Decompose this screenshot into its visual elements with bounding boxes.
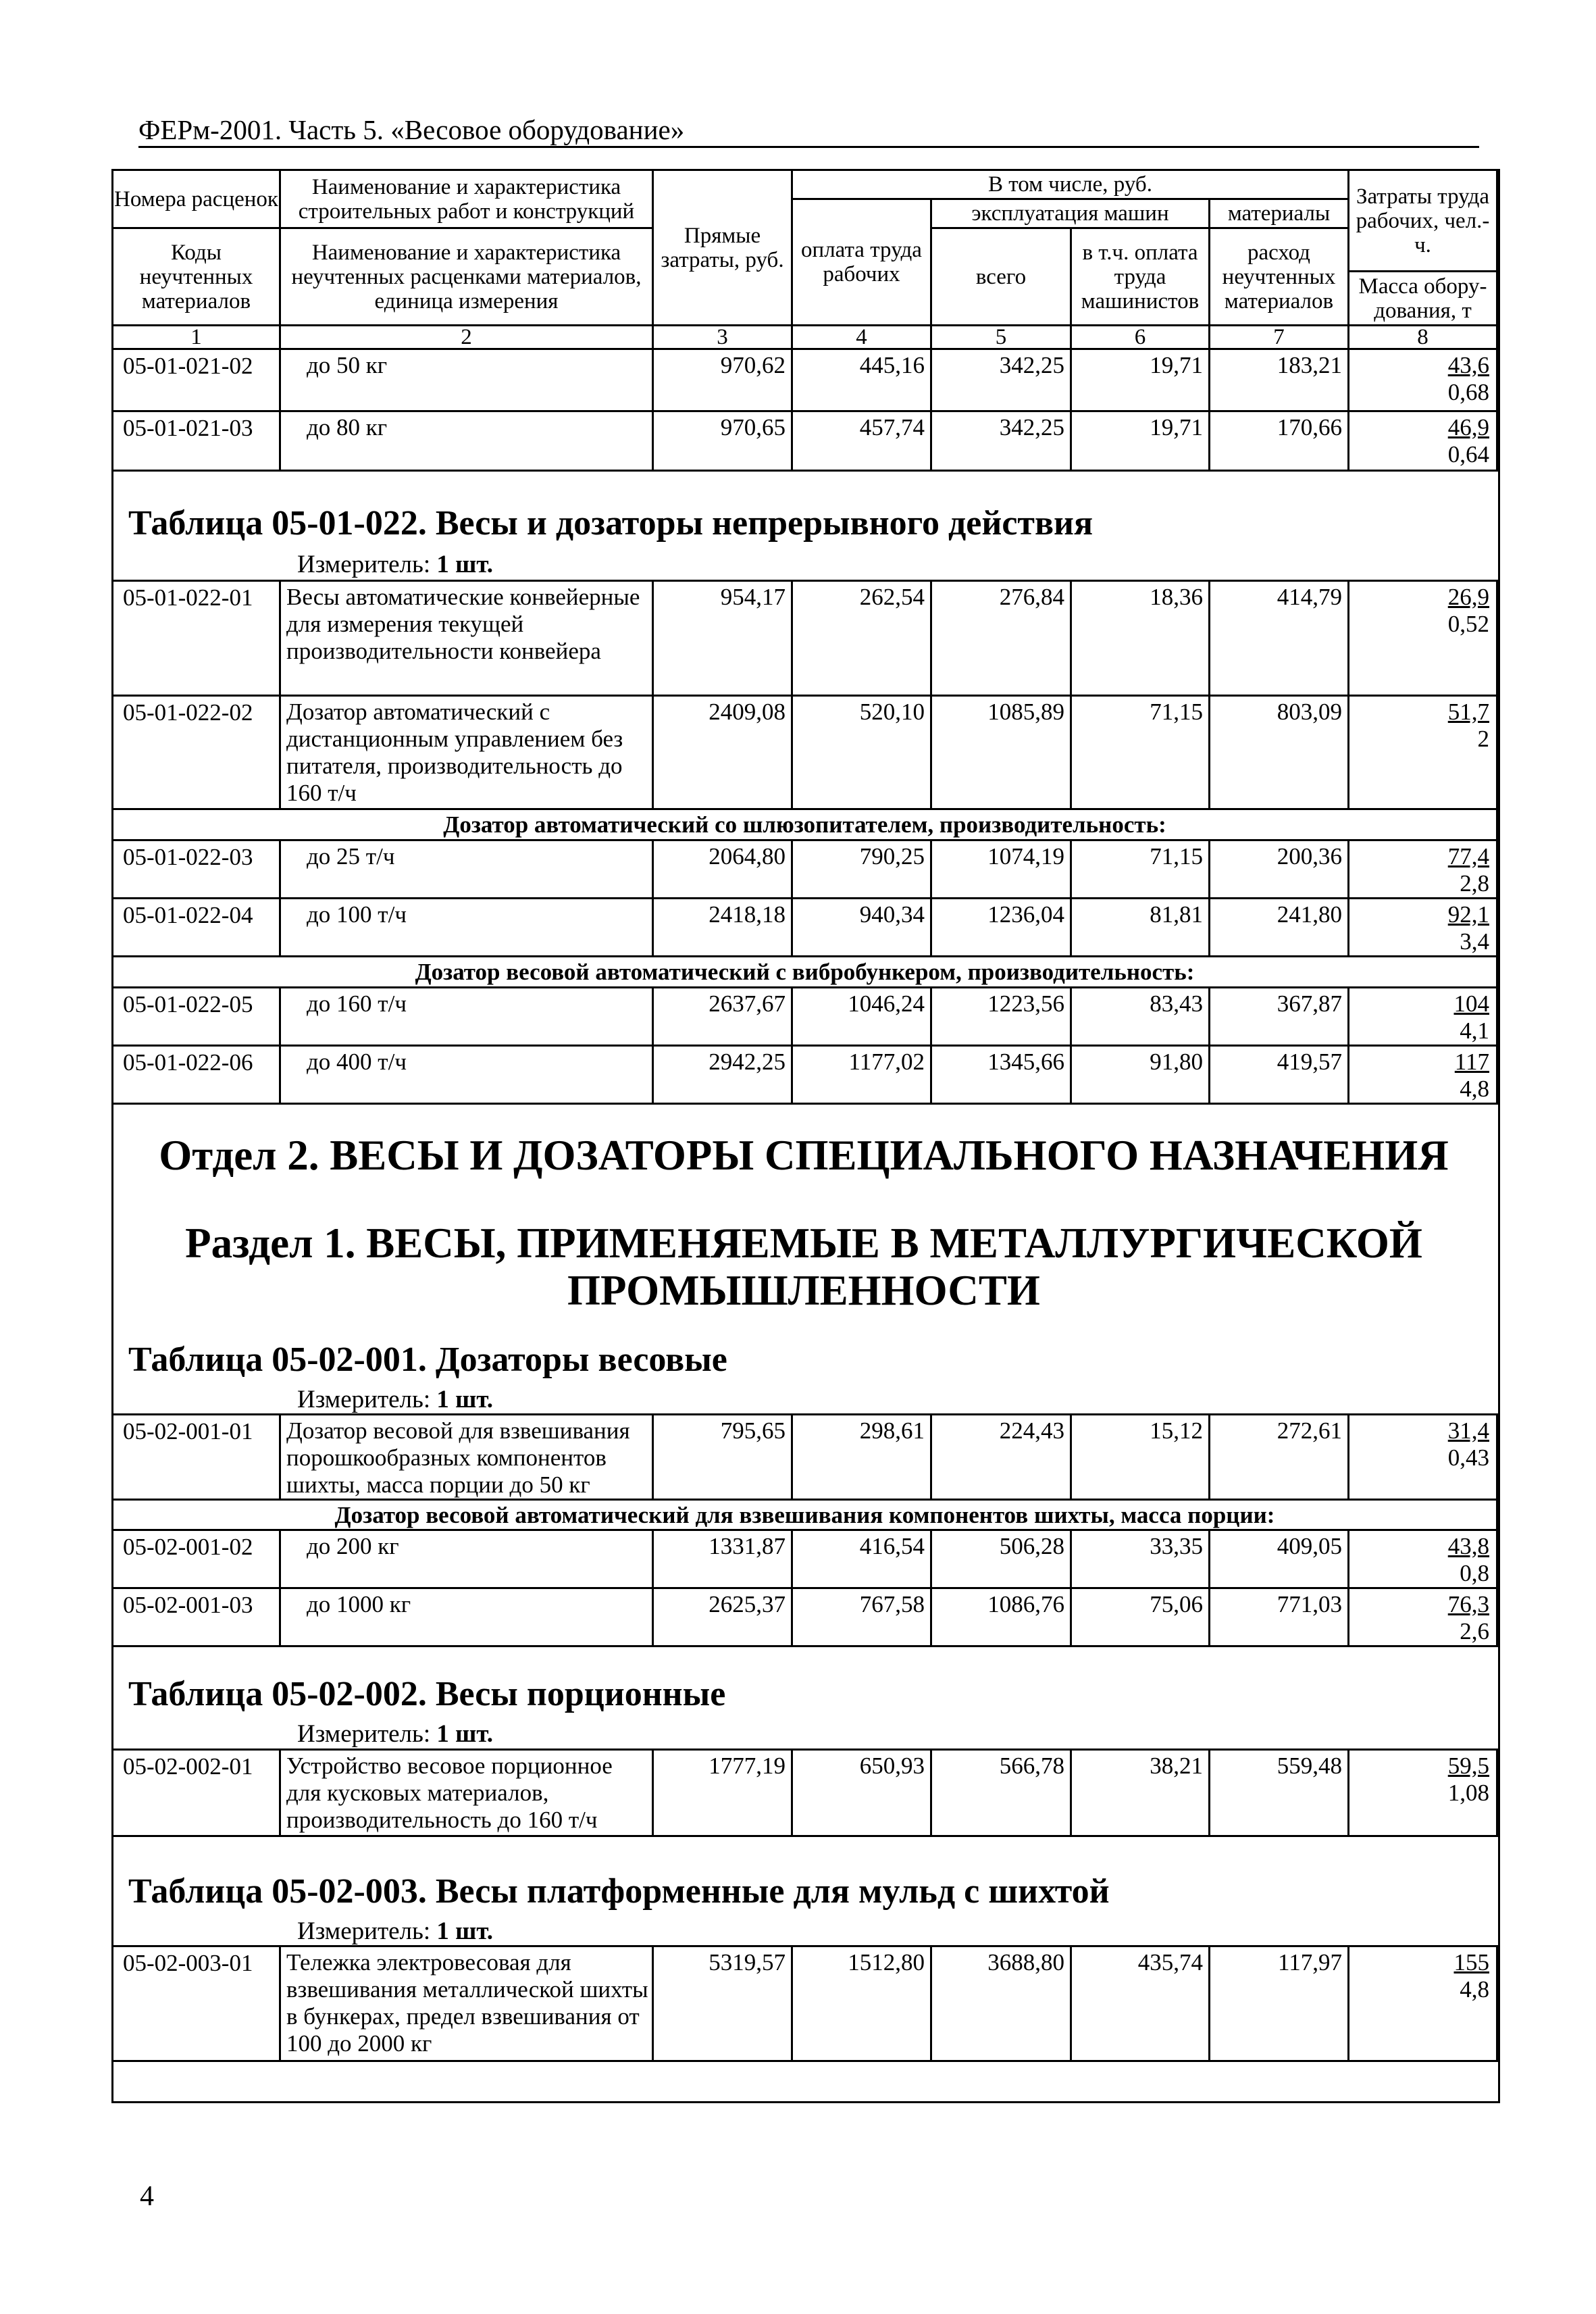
measure-value: 1 шт. (436, 551, 494, 578)
labor-and-mass (1349, 1588, 1497, 1646)
labor-and-mass (1349, 581, 1497, 696)
table-title-05-02-002: Таблица 05-02-002. Весы порционные (128, 1675, 726, 1713)
direct-costs: 2064,80 (653, 840, 792, 899)
machines-total: 224,43 (931, 1415, 1071, 1500)
colnum: 4 (792, 326, 931, 349)
rate-name: Тележка электровесовая для взвешивания металлической шихты в бункерах, предел взвешивания от 100 до 2000 кг (280, 1946, 653, 2061)
colnum: 3 (653, 326, 792, 349)
table-row (113, 1750, 1497, 1836)
table-title-05-02-001: Таблица 05-02-001. Дозаторы весовые (128, 1340, 727, 1379)
labor-hours: 104 (1453, 990, 1489, 1017)
equipment-mass: 0,64 (1447, 441, 1489, 468)
table-row (113, 840, 1497, 899)
labor-and-mass (1349, 899, 1497, 957)
equipment-mass: 0,8 (1460, 1560, 1489, 1586)
equipment-mass: 4,8 (1460, 1976, 1489, 2003)
machines-total: 342,25 (931, 349, 1071, 411)
materials-cost: 803,09 (1210, 696, 1349, 809)
rate-code: 05-01-022-05 (113, 988, 280, 1046)
subheading: Дозатор весовой автоматический для взвешивания компонентов шихты, масса порции: (113, 1500, 1497, 1530)
colnum: 5 (931, 326, 1071, 349)
rate-code: 05-01-021-02 (113, 349, 280, 411)
operator-wages: 91,80 (1071, 1046, 1210, 1104)
operator-wages: 19,71 (1071, 411, 1210, 471)
labor-and-mass (1349, 696, 1497, 809)
header-rate-numbers: Номера расценок (113, 170, 280, 228)
rate-code: 05-02-001-03 (113, 1588, 280, 1646)
table-row (113, 411, 1497, 471)
rate-code: 05-01-022-04 (113, 899, 280, 957)
rate-name: до 25 т/ч (280, 840, 653, 899)
machines-total: 1074,19 (931, 840, 1071, 899)
worker-wages: 520,10 (792, 696, 931, 809)
subheading-row (113, 957, 1497, 988)
worker-wages: 416,54 (792, 1530, 931, 1588)
materials-cost: 241,80 (1210, 899, 1349, 957)
direct-costs: 2409,08 (653, 696, 792, 809)
operator-wages: 19,71 (1071, 349, 1210, 411)
operator-wages: 18,36 (1071, 581, 1210, 696)
rate-code: 05-02-003-01 (113, 1946, 280, 2061)
materials-cost: 183,21 (1210, 349, 1349, 411)
equipment-mass: 0,52 (1447, 611, 1489, 637)
table-row (113, 899, 1497, 957)
table-row (113, 1946, 1497, 2061)
materials-cost: 367,87 (1210, 988, 1349, 1046)
rate-code: 05-01-022-03 (113, 840, 280, 899)
table-title-05-01-022: Таблица 05-01-022. Весы и дозаторы непрерывного действия (128, 504, 1093, 543)
labor-and-mass (1349, 1946, 1497, 2061)
materials-cost: 170,66 (1210, 411, 1349, 471)
machines-total: 342,25 (931, 411, 1071, 471)
labor-hours: 76,3 (1447, 1591, 1489, 1617)
header-unaccounted-codes: Коды неучтенных материалов (113, 228, 280, 326)
labor-and-mass (1349, 349, 1497, 411)
worker-wages: 445,16 (792, 349, 931, 411)
header-operator-wages: в т.ч. оплата труда машинистов (1071, 228, 1210, 326)
worker-wages: 262,54 (792, 581, 931, 696)
rate-name: до 400 т/ч (280, 1046, 653, 1104)
machines-total: 1085,89 (931, 696, 1071, 809)
labor-hours: 77,4 (1447, 843, 1489, 870)
table-05-02-002 (111, 1749, 1498, 1837)
measure-label: Измеритель: (297, 551, 431, 578)
machines-total: 1086,76 (931, 1588, 1071, 1646)
table-05-01-021-rows (111, 348, 1498, 472)
operator-wages: 71,15 (1071, 696, 1210, 809)
measure-unit (297, 1719, 493, 1749)
direct-costs: 970,62 (653, 349, 792, 411)
materials-cost: 200,36 (1210, 840, 1349, 899)
labor-hours: 46,9 (1447, 414, 1489, 441)
labor-hours: 43,6 (1447, 352, 1489, 378)
rate-name: Устройство весовое порционное для кусковых материалов, производительность до 160 т/ч (280, 1750, 653, 1836)
operator-wages: 81,81 (1071, 899, 1210, 957)
measure-label: Измеритель: (297, 1386, 431, 1413)
table-row (113, 1415, 1497, 1500)
machines-total: 276,84 (931, 581, 1071, 696)
machines-total: 1345,66 (931, 1046, 1071, 1104)
labor-hours: 31,4 (1447, 1417, 1489, 1444)
table-row (113, 581, 1497, 696)
table-row (113, 1046, 1497, 1104)
rate-name: до 80 кг (280, 411, 653, 471)
materials-cost: 409,05 (1210, 1530, 1349, 1588)
header-work-name: Наименование и характеристика строительных работ и конструкций (280, 170, 653, 228)
operator-wages: 15,12 (1071, 1415, 1210, 1500)
rate-name: Дозатор автоматический с дистанционным управлением без питателя, производительность до 160 т/ч (280, 696, 653, 809)
table-row (113, 1588, 1497, 1646)
equipment-mass: 0,43 (1447, 1444, 1489, 1471)
page-number: 4 (140, 2181, 154, 2212)
equipment-mass: 0,68 (1447, 379, 1489, 405)
header-machines: эксплуатация машин (931, 199, 1210, 228)
header-direct-costs: Прямые затраты, руб. (653, 170, 792, 326)
colnum: 7 (1210, 326, 1349, 349)
measure-value: 1 шт. (436, 1386, 494, 1413)
worker-wages: 940,34 (792, 899, 931, 957)
header-materials: материалы (1210, 199, 1349, 228)
operator-wages: 71,15 (1071, 840, 1210, 899)
table-05-01-022 (111, 580, 1498, 1105)
column-header (111, 169, 1498, 350)
measure-unit (297, 550, 493, 579)
direct-costs: 1777,19 (653, 1750, 792, 1836)
header-worker-wages: оплата труда рабочих (792, 199, 931, 326)
machines-total: 1223,56 (931, 988, 1071, 1046)
labor-and-mass (1349, 840, 1497, 899)
labor-and-mass (1349, 1530, 1497, 1588)
labor-and-mass (1349, 1415, 1497, 1500)
labor-hours: 117 (1454, 1049, 1489, 1075)
subheading-row (113, 1500, 1497, 1530)
operator-wages: 33,35 (1071, 1530, 1210, 1588)
table-row (113, 696, 1497, 809)
table-row (113, 1530, 1497, 1588)
materials-cost: 117,97 (1210, 1946, 1349, 2061)
operator-wages: 75,06 (1071, 1588, 1210, 1646)
rate-name: до 50 кг (280, 349, 653, 411)
section-title-line-2: ПРОМЫШЛЕННОСТИ (567, 1267, 1040, 1314)
rate-name: до 160 т/ч (280, 988, 653, 1046)
direct-costs: 2625,37 (653, 1588, 792, 1646)
labor-and-mass (1349, 1046, 1497, 1104)
header-machines-total: всего (931, 228, 1071, 326)
division-title: Отдел 2. ВЕСЫ И ДОЗАТОРЫ СПЕЦИАЛЬНОГО НАЗНАЧЕНИЯ (159, 1132, 1449, 1179)
labor-and-mass (1349, 1750, 1497, 1836)
rate-code: 05-02-001-01 (113, 1415, 280, 1500)
materials-cost: 771,03 (1210, 1588, 1349, 1646)
equipment-mass: 4,8 (1460, 1076, 1489, 1102)
operator-wages: 38,21 (1071, 1750, 1210, 1836)
materials-cost: 559,48 (1210, 1750, 1349, 1836)
equipment-mass: 2,8 (1460, 870, 1489, 897)
machines-total: 506,28 (931, 1530, 1071, 1588)
direct-costs: 954,17 (653, 581, 792, 696)
section-title-line-1: Раздел 1. ВЕСЫ, ПРИМЕНЯЕМЫЕ В МЕТАЛЛУРГИЧЕСКОЙ (185, 1219, 1422, 1267)
rate-code: 05-01-022-01 (113, 581, 280, 696)
header-materials-unaccounted: расход неучтенных материалов (1210, 228, 1349, 326)
labor-and-mass (1349, 988, 1497, 1046)
header-rule (138, 146, 1479, 148)
table-row (113, 349, 1497, 411)
materials-cost: 419,57 (1210, 1046, 1349, 1104)
labor-hours: 92,1 (1447, 901, 1489, 928)
worker-wages: 767,58 (792, 1588, 931, 1646)
table-row (113, 988, 1497, 1046)
rate-name: Дозатор весовой для взвешивания порошкообразных компонентов шихты, масса порции до 50 кг (280, 1415, 653, 1500)
direct-costs: 2637,67 (653, 988, 792, 1046)
rate-name: до 100 т/ч (280, 899, 653, 957)
worker-wages: 1177,02 (792, 1046, 931, 1104)
colnum: 1 (113, 326, 280, 349)
operator-wages: 435,74 (1071, 1946, 1210, 2061)
measure-value: 1 шт. (436, 1720, 494, 1748)
worker-wages: 650,93 (792, 1750, 931, 1836)
header-equipment-mass: Масса обору-дования, т (1349, 272, 1497, 326)
rate-code: 05-01-022-06 (113, 1046, 280, 1104)
colnum: 6 (1071, 326, 1210, 349)
rate-code: 05-01-022-02 (113, 696, 280, 809)
table-05-02-003 (111, 1945, 1498, 2062)
measure-unit (297, 1385, 493, 1414)
rate-name: до 1000 кг (280, 1588, 653, 1646)
equipment-mass: 2 (1477, 726, 1489, 752)
direct-costs: 5319,57 (653, 1946, 792, 2061)
measure-unit (297, 1917, 493, 1946)
machines-total: 3688,80 (931, 1946, 1071, 2061)
table-05-02-001 (111, 1413, 1498, 1647)
machines-total: 566,78 (931, 1750, 1071, 1836)
labor-hours: 155 (1453, 1949, 1489, 1976)
colnum: 2 (280, 326, 653, 349)
header-unaccounted-name: Наименование и характеристика неучтенных расценками материалов, единица измерения (280, 228, 653, 326)
labor-hours: 51,7 (1447, 699, 1489, 725)
rate-code: 05-01-021-03 (113, 411, 280, 471)
equipment-mass: 2,6 (1460, 1618, 1489, 1644)
direct-costs: 795,65 (653, 1415, 792, 1500)
table-title-05-02-003: Таблица 05-02-003. Весы платформенные для мульд с шихтой (128, 1872, 1110, 1911)
rate-code: 05-02-001-02 (113, 1530, 280, 1588)
subheading-row (113, 809, 1497, 840)
direct-costs: 2418,18 (653, 899, 792, 957)
labor-hours: 43,8 (1447, 1533, 1489, 1559)
rate-code: 05-02-002-01 (113, 1750, 280, 1836)
measure-label: Измеритель: (297, 1720, 431, 1748)
labor-and-mass (1349, 411, 1497, 471)
measure-value: 1 шт. (436, 1917, 494, 1945)
operator-wages: 83,43 (1071, 988, 1210, 1046)
equipment-mass: 3,4 (1460, 928, 1489, 955)
machines-total: 1236,04 (931, 899, 1071, 957)
materials-cost: 414,79 (1210, 581, 1349, 696)
equipment-mass: 4,1 (1460, 1017, 1489, 1044)
labor-hours: 26,9 (1447, 584, 1489, 610)
worker-wages: 457,74 (792, 411, 931, 471)
direct-costs: 1331,87 (653, 1530, 792, 1588)
header-labor-costs: Затраты труда рабочих, чел.-ч. (1349, 170, 1497, 272)
subheading: Дозатор автоматический со шлюзопитателем, производительность: (113, 809, 1497, 840)
worker-wages: 1046,24 (792, 988, 931, 1046)
colnum: 8 (1349, 326, 1497, 349)
worker-wages: 298,61 (792, 1415, 931, 1500)
equipment-mass: 1,08 (1447, 1780, 1489, 1806)
materials-cost: 272,61 (1210, 1415, 1349, 1500)
worker-wages: 1512,80 (792, 1946, 931, 2061)
measure-label: Измеритель: (297, 1917, 431, 1945)
labor-hours: 59,5 (1447, 1753, 1489, 1779)
worker-wages: 790,25 (792, 840, 931, 899)
running-header: ФЕРм-2001. Часть 5. «Весовое оборудование» (138, 114, 685, 145)
header-including: В том числе, руб. (792, 170, 1349, 199)
rate-name: Весы автоматические конвейерные для измерения текущей производительности конвейера (280, 581, 653, 696)
subheading: Дозатор весовой автоматический с вибробункером, производительность: (113, 957, 1497, 988)
direct-costs: 970,65 (653, 411, 792, 471)
direct-costs: 2942,25 (653, 1046, 792, 1104)
rate-name: до 200 кг (280, 1530, 653, 1588)
